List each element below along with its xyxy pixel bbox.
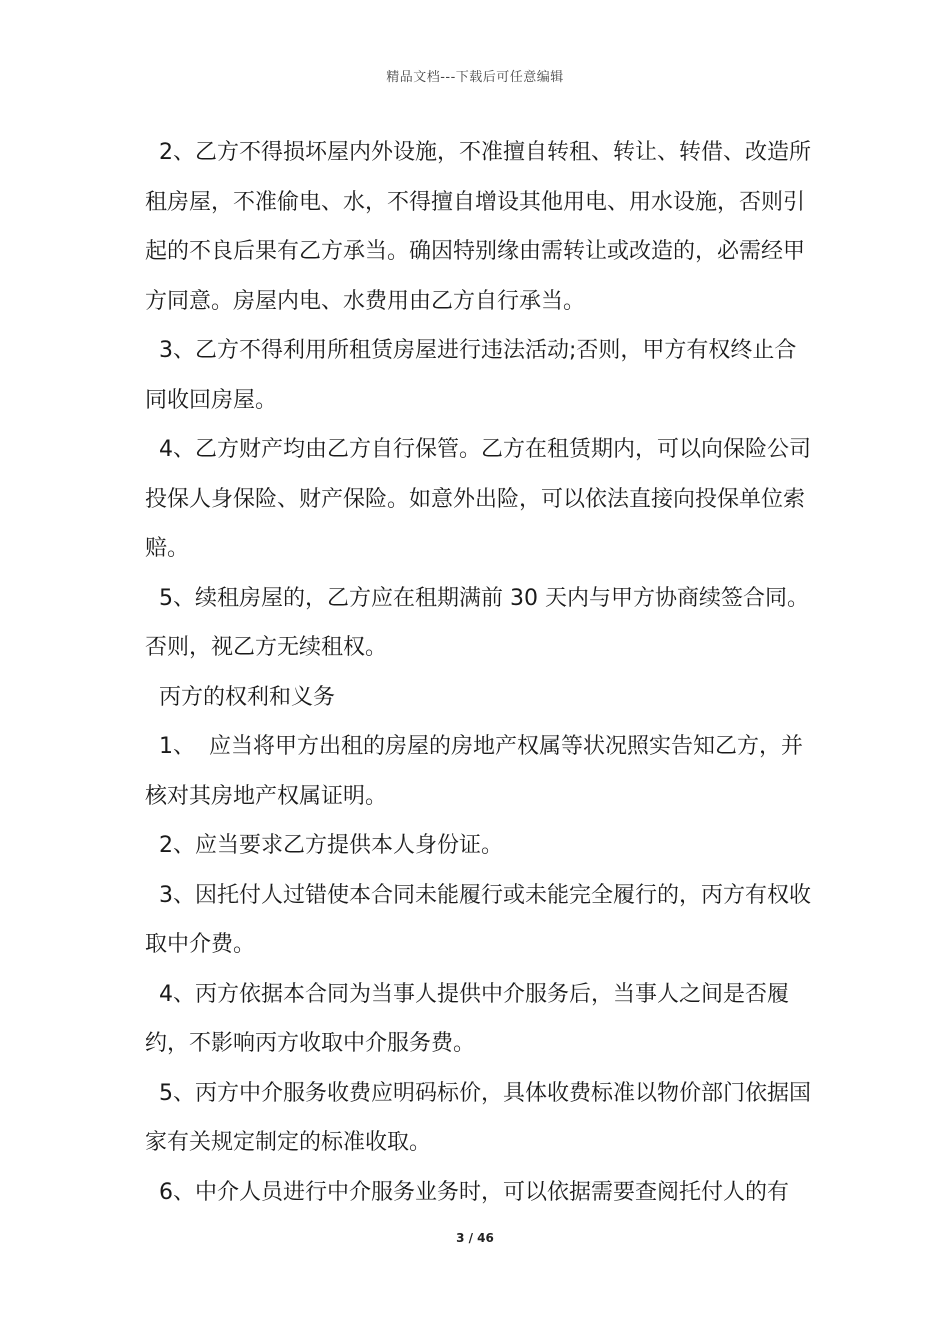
paragraph-c-clause-2: 2、应当要求乙方提供本人身份证。 bbox=[145, 833, 503, 858]
paragraph-clause-5: 5、续租房屋的，乙方应在租期满前 30 天内与甲方协商续签合同。否则，视乙方无续租权。 bbox=[145, 585, 809, 660]
section-heading-party-c: 丙方的权利和义务 bbox=[145, 684, 336, 710]
paragraph-c-clause-3: 3、因托付人过错使本合同未能履行或未能完全履行的，丙方有权收取中介费。 bbox=[145, 882, 811, 957]
paragraph-clause-3: 3、乙方不得利用所租赁房屋进行违法活动;否则，甲方有权终止合同收回房屋。 bbox=[145, 338, 797, 413]
paragraph-clause-4: 4、乙方财产均由乙方自行保管。乙方在租赁期内，可以向保险公司投保人身保险、财产保险。如意外出险，可以依法直接向投保单位索赔。 bbox=[145, 437, 811, 561]
document-body bbox=[145, 128, 815, 1217]
paragraph-c-clause-5: 5、丙方中介服务收费应明码标价，具体收费标准以物价部门依据国家有关规定制定的标准收取。 bbox=[145, 1080, 811, 1155]
paragraph-clause-2: 2、乙方不得损坏屋内外设施，不准擅自转租、转让、转借、改造所租房屋，不准偷电、水，不得擅自增设其他用电、用水设施，否则引起的不良后果有乙方承当。确因特别缘由需转让或改造的，必需经甲方同意。房屋内电、水费用由乙方自行承当。 bbox=[145, 140, 811, 314]
paragraph-c-clause-1: 1、 应当将甲方出租的房屋的房地产权属等状况照实告知乙方，并核对其房地产权属证明。 bbox=[145, 734, 803, 809]
page-number: 3 / 46 bbox=[456, 1231, 494, 1245]
page-header: 精品文档---下载后可任意编辑 bbox=[386, 70, 564, 85]
paragraph-c-clause-6: 6、中介人员进行中介服务业务时，可以依据需要查阅托付人的有 bbox=[145, 1179, 789, 1205]
paragraph-c-clause-4: 4、丙方依据本合同为当事人提供中介服务后，当事人之间是否履约，不影响丙方收取中介服务费。 bbox=[145, 981, 789, 1056]
